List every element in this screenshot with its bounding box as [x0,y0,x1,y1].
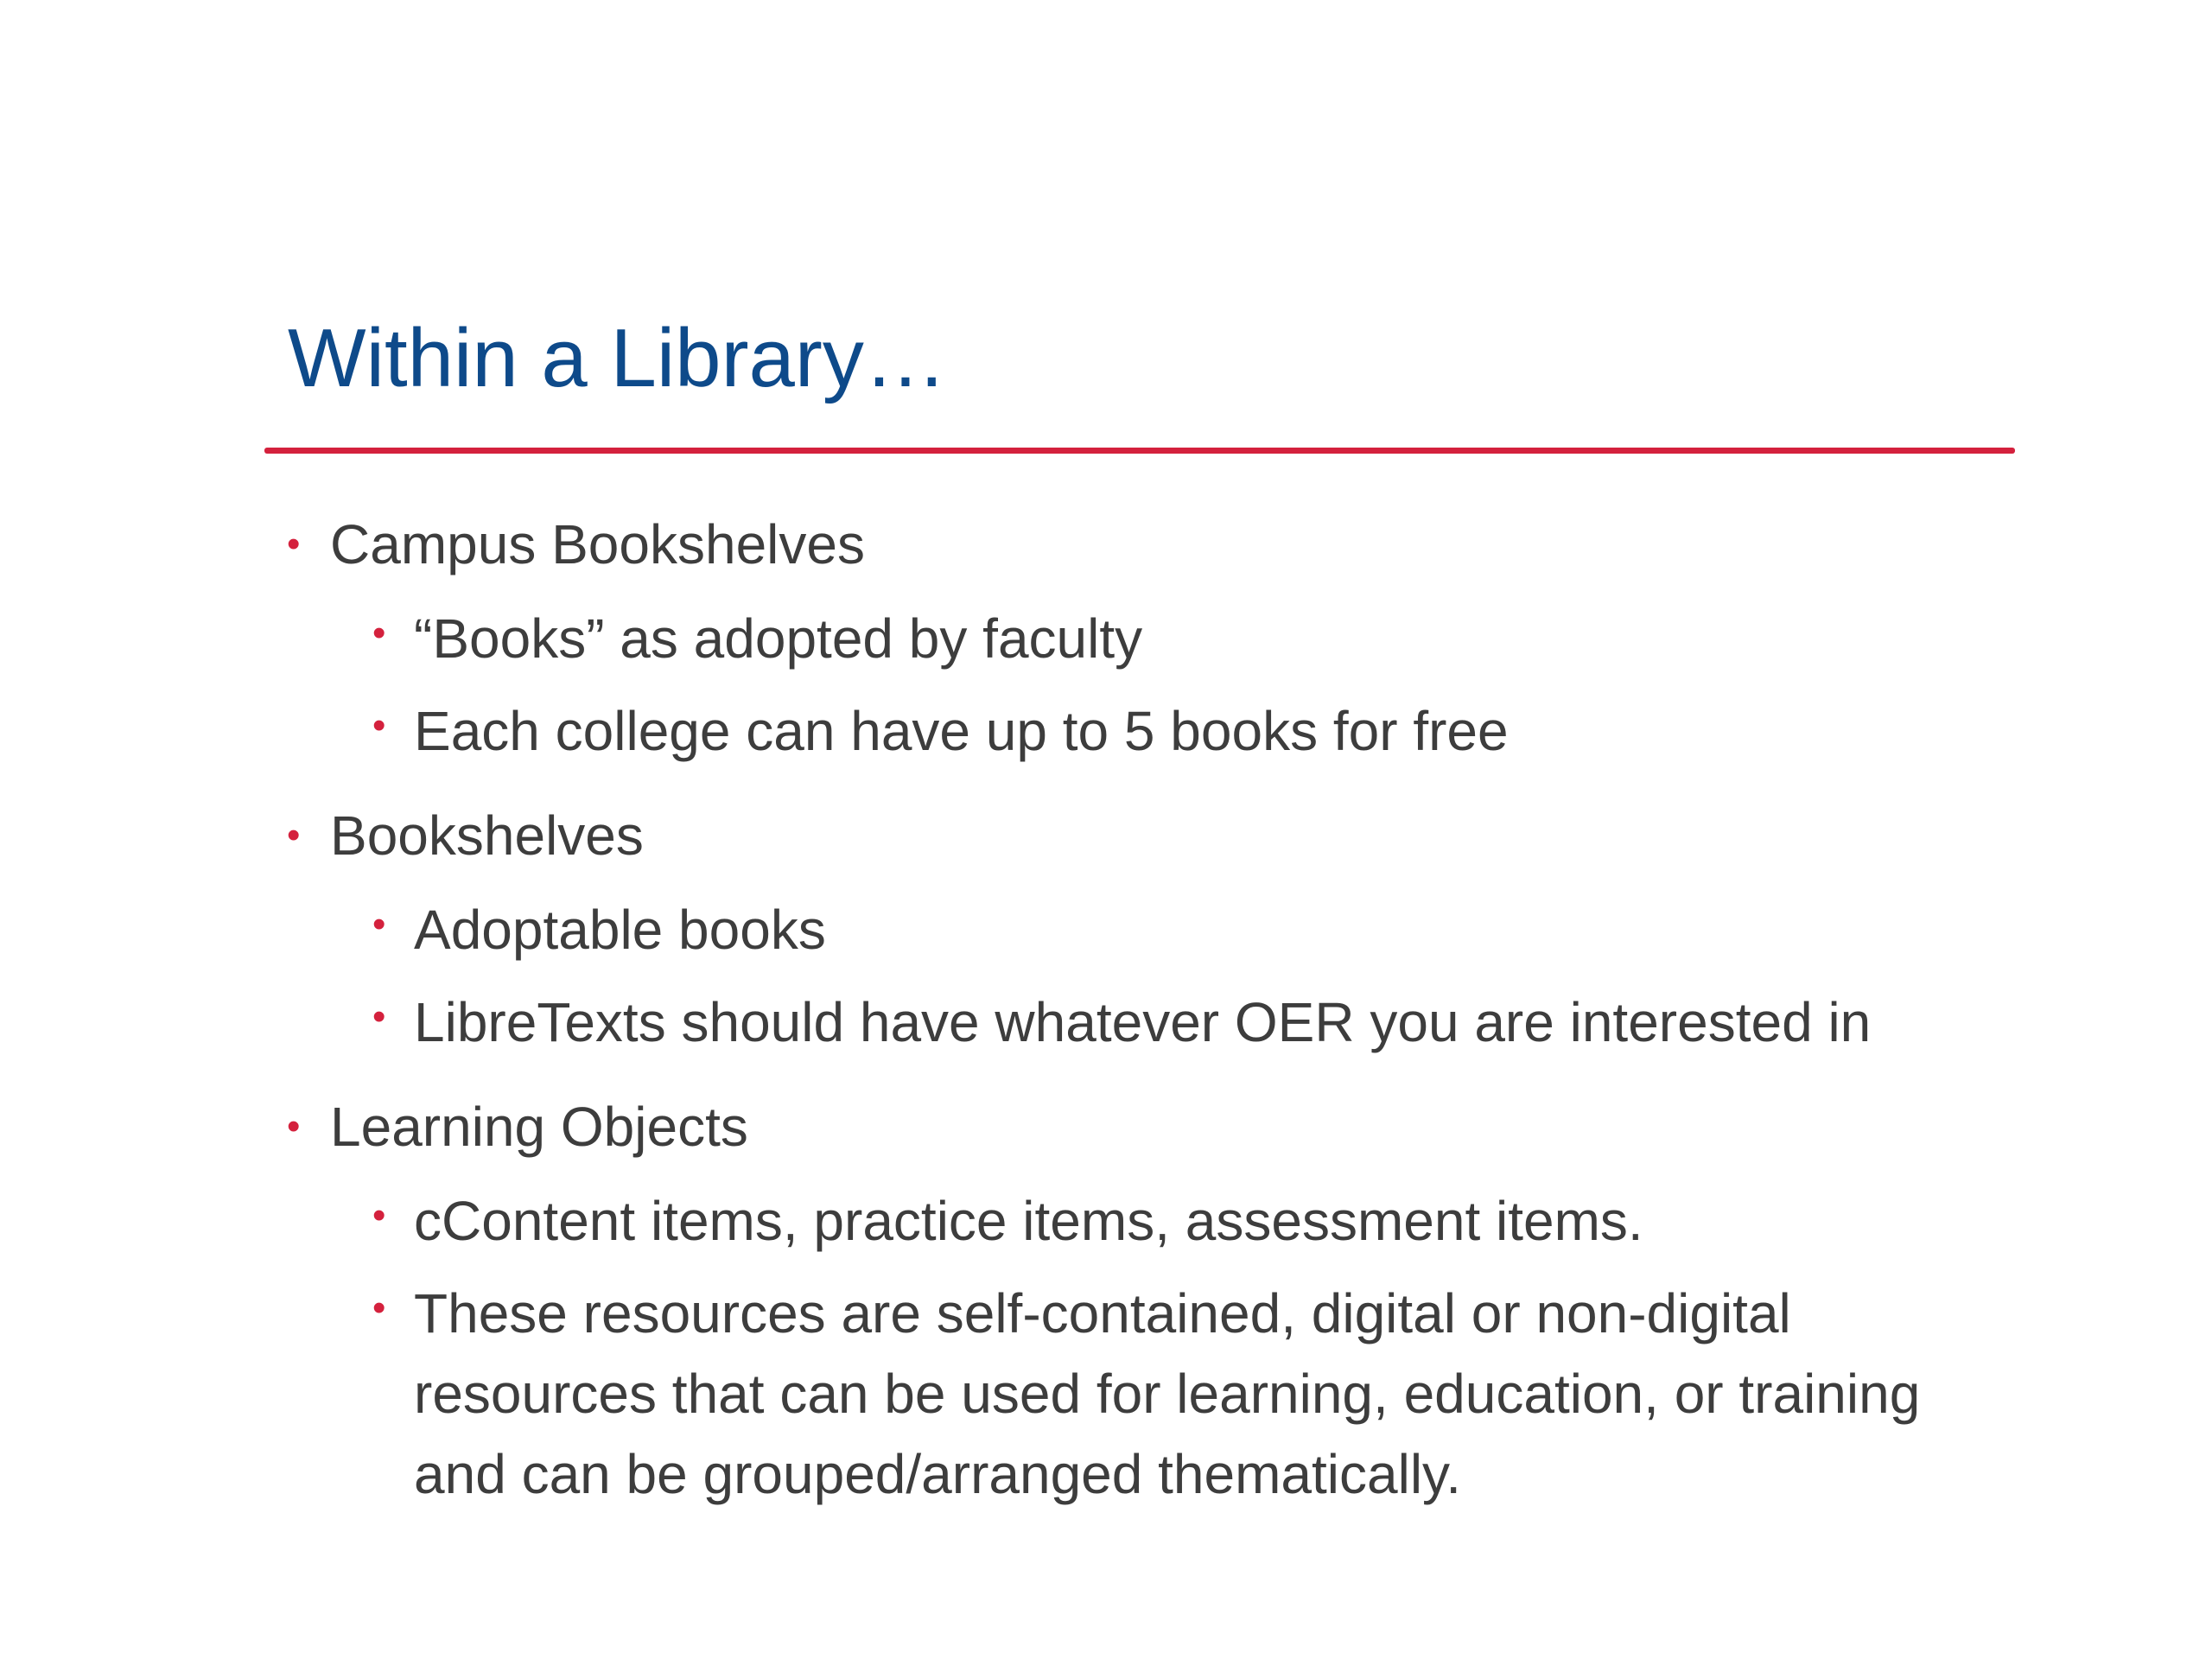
bullet-item-campus-bookshelves [287,510,865,579]
sub-bullet-label: resources that can be used for learning, education, or training [414,1363,1921,1425]
sub-bullet-label: Adoptable books [414,899,826,961]
sub-bullet-label: “Books” as adopted by faculty [414,607,1143,670]
bullet-item-bookshelves [287,801,644,870]
bullet-label: Campus Bookshelves [330,513,865,575]
sub-bullet-item [372,599,1143,679]
sub-bullet-label: LibreTexts should have whatever OER you are interested in [414,991,1872,1053]
bullet-icon: • [287,523,301,565]
sub-bullet-continuation [414,1354,1920,1434]
sub-bullet-continuation [414,1434,1461,1515]
bullet-icon: • [287,814,301,856]
bullet-icon: • [372,612,386,654]
bullet-label: Bookshelves [330,804,644,867]
bullet-icon: • [372,995,386,1038]
bullet-label: Learning Objects [330,1096,748,1158]
sub-bullet-label: and can be grouped/arranged thematically. [414,1443,1462,1505]
bullet-icon: • [372,1287,386,1329]
sub-bullet-item [372,982,1872,1063]
slide-title: Within a Library… [288,312,947,404]
sub-bullet-label: These resources are self-contained, digital or non-digital [414,1282,1791,1344]
bullet-item-learning-objects [287,1092,748,1161]
sub-bullet-label: cContent items, practice items, assessment items. [414,1190,1643,1252]
sub-bullet-label: Each college can have up to 5 books for free [414,700,1509,762]
bullet-icon: • [372,704,386,747]
bullet-icon: • [372,903,386,945]
sub-bullet-item [372,1181,1643,1262]
sub-bullet-item [372,1274,1791,1354]
sub-bullet-item [372,890,826,970]
bullet-icon: • [372,1194,386,1236]
sub-bullet-item [372,691,1509,772]
bullet-icon: • [287,1105,301,1147]
